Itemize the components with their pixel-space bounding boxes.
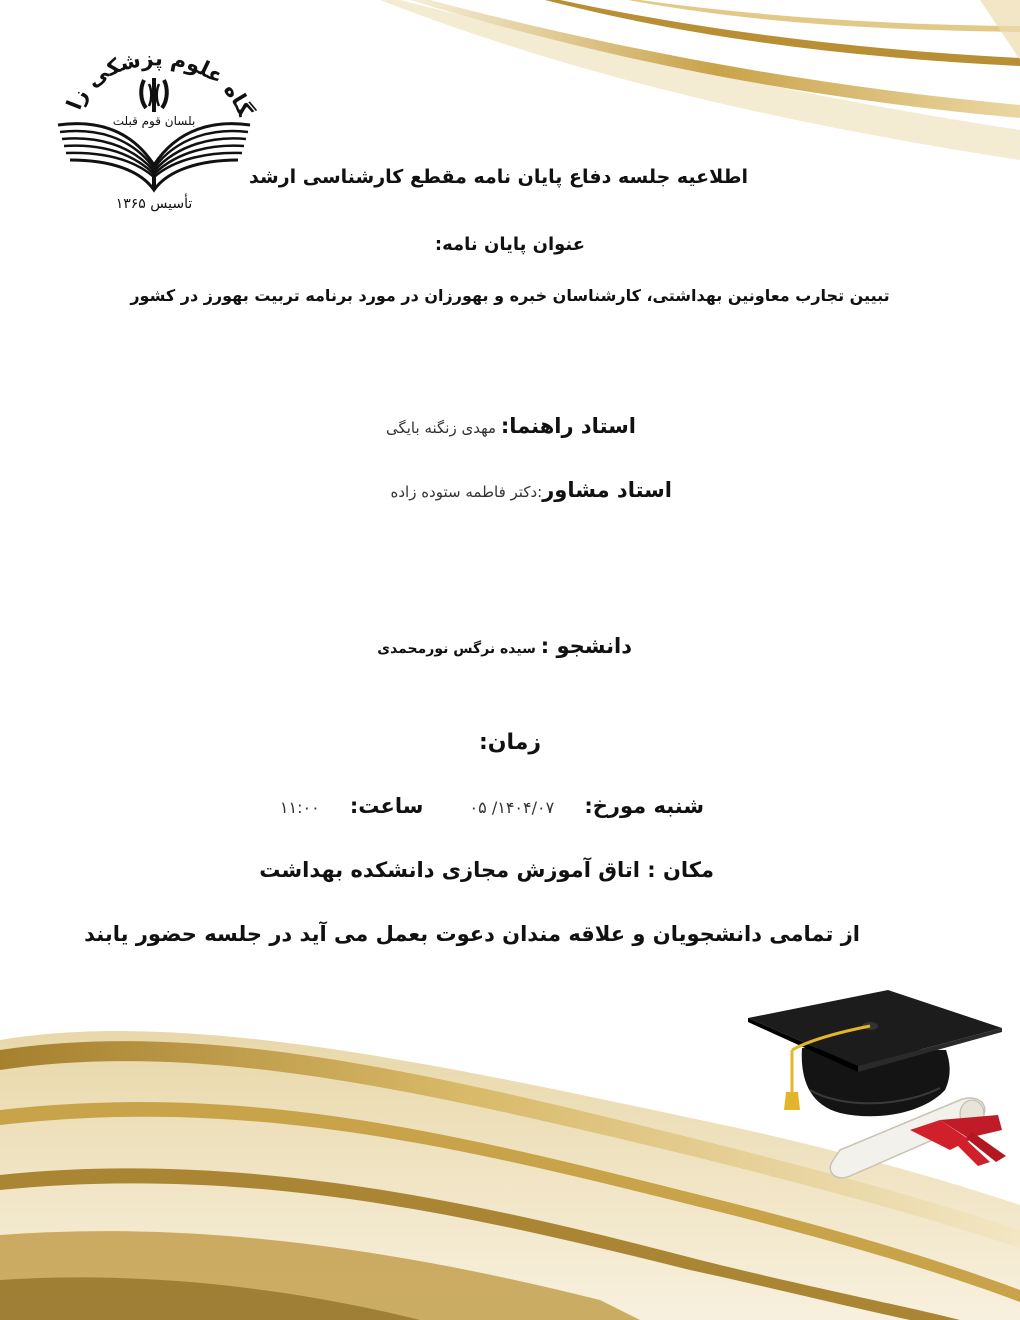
advisor-label: استاد مشاور: [542, 478, 672, 502]
university-logo: [50, 30, 265, 220]
mortarboard-icon: [748, 990, 1002, 1116]
student-label: دانشجو :: [540, 634, 632, 658]
session-date: ۱۴۰۴/۰۷/ ۰۵: [469, 798, 555, 817]
logo-founded: تأسیس ۱۳۶۵: [115, 196, 193, 212]
iran-emblem-icon: [141, 78, 167, 112]
thesis-title-text: تبیین تجارب معاونین بهداشتی، کارشناسان خبره و بهورزان در مورد برنامه تربیت بهورز در کشور: [130, 286, 890, 305]
day-label: شنبه مورخ:: [584, 794, 704, 818]
supervisor-label: استاد راهنما:: [500, 414, 636, 438]
time-heading: زمان:: [478, 730, 542, 755]
time-label: ساعت:: [349, 794, 424, 818]
supervisor-line: [386, 414, 636, 438]
logo-motto: بلسان قوم قبلت: [112, 114, 196, 128]
supervisor-name: مهدی زنگنه بایگی: [385, 419, 501, 437]
schedule-line: [280, 794, 704, 818]
graduation-cap-illustration: [740, 980, 1010, 1190]
session-time: ۱۱:۰۰: [279, 798, 320, 817]
student-name: سیده نرگس نورمحمدی: [377, 641, 541, 657]
location-line: مکان : اتاق آموزش مجازی دانشکده بهداشت: [259, 858, 714, 882]
logo-university-name: گاه علوم پزشکی زا: [61, 46, 258, 120]
student-line: [377, 634, 632, 658]
open-book-icon: [58, 124, 250, 190]
thesis-title-label: عنوان پایان نامه:: [434, 234, 586, 255]
top-gold-swoosh: [380, 0, 1020, 160]
advisor-line: [390, 478, 672, 502]
announcement-heading: اطلاعیه جلسه دفاع پایان نامه مقطع کارشناسی ارشد: [249, 166, 748, 188]
invitation-line: از تمامی دانشجویان و علاقه مندان دعوت بعمل می آید در جلسه حضور یابند: [84, 922, 860, 946]
advisor-name: :دکتر فاطمه ستوده زاده: [390, 483, 543, 501]
